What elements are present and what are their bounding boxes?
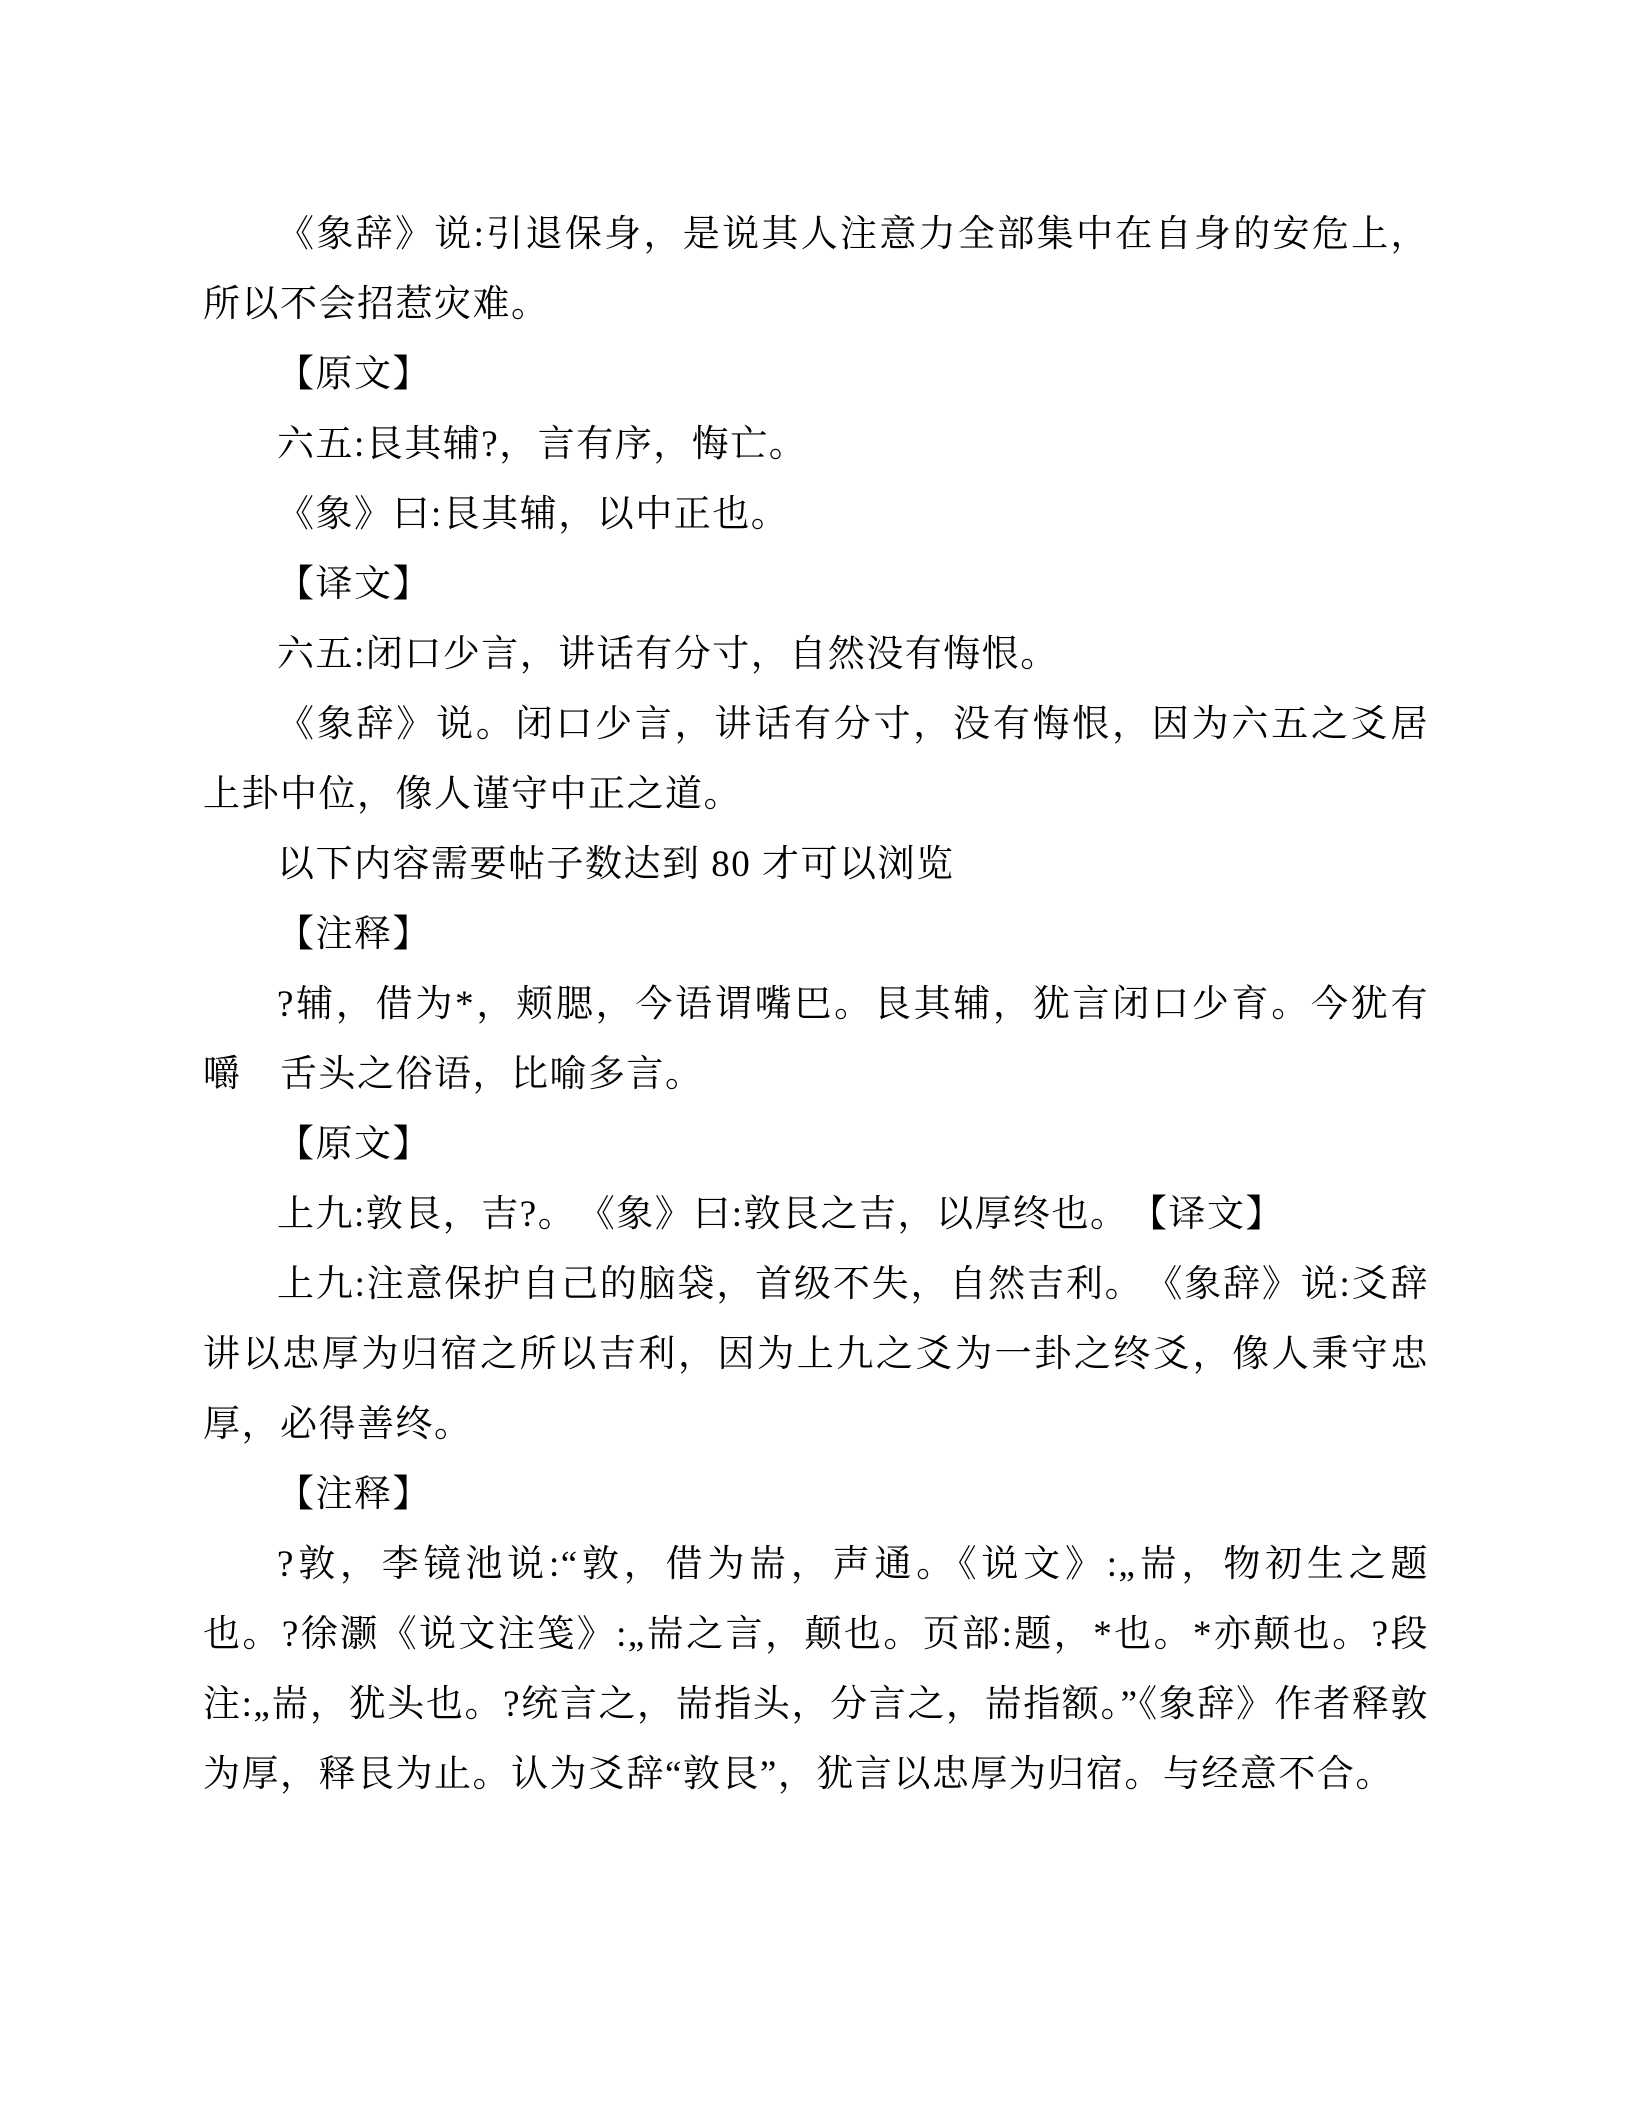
para-shangjiu-translation: 上九:注意保护自己的脑袋，首级不失，自然吉利。 《象辞》说:爻辞讲以忠厚为归宿之所以吉利，因为上九之爻为一卦之终爻，像人秉守忠厚，必得善终。 — [203, 1264, 1429, 1445]
para-xiangci-comment: 《象辞》说:引退保身，是说其人注意力全部集中在自身的安危上，所以不会招惹灾难。 — [203, 214, 1429, 325]
para-xiang-yue: 《象》曰:艮其辅，以中正也。 — [277, 494, 790, 535]
para-liuwu-translation: 六五:闭口少言，讲话有分寸，自然没有悔恨。 — [277, 634, 1059, 675]
heading-zhushi-1: 【注释】 — [277, 914, 431, 955]
document-text-block — [203, 200, 1429, 1810]
heading-yuanwen-2: 【原文】 — [277, 1124, 431, 1165]
para-note-dun: ?敦，李镜池说:“敦，借为耑，声通。《说文》:„耑，物初生之题也。?徐灏《说文注笺》:„耑之言，颠也。页部:题，*也。*亦颠也。?段注:„耑，犹头也。?统言之，耑指头，分言之，耑指额。”《象辞》作者释敦为厚，释艮为止。认为爻辞“敦艮”，犹言以忠厚为归宿。与经意不合。 — [203, 1544, 1429, 1795]
para-xiangci-translation: 《象辞》说。闭口少言，讲话有分寸，没有悔恨，因为六五之爻居上卦中位，像人谨守中正之道。 — [203, 704, 1429, 815]
para-shangjiu-original: 上九:敦艮，吉?。 《象》曰:敦艮之吉，以厚终也。 【译文】 — [277, 1194, 1284, 1235]
heading-yiwen-1: 【译文】 — [277, 564, 431, 605]
heading-zhushi-2: 【注释】 — [277, 1474, 431, 1515]
para-liuwu-original: 六五:艮其辅?，言有序，悔亡。 — [277, 424, 808, 465]
notice-post-count: 以下内容需要帖子数达到 80 才可以浏览 — [277, 844, 955, 885]
para-note-fu: ?辅，借为*，颊腮，今语谓嘴巴。艮其辅，犹言闭口少育。今犹有嚼 舌头之俗语，比喻多言。 — [203, 984, 1429, 1095]
heading-yuanwen-1: 【原文】 — [277, 354, 431, 395]
